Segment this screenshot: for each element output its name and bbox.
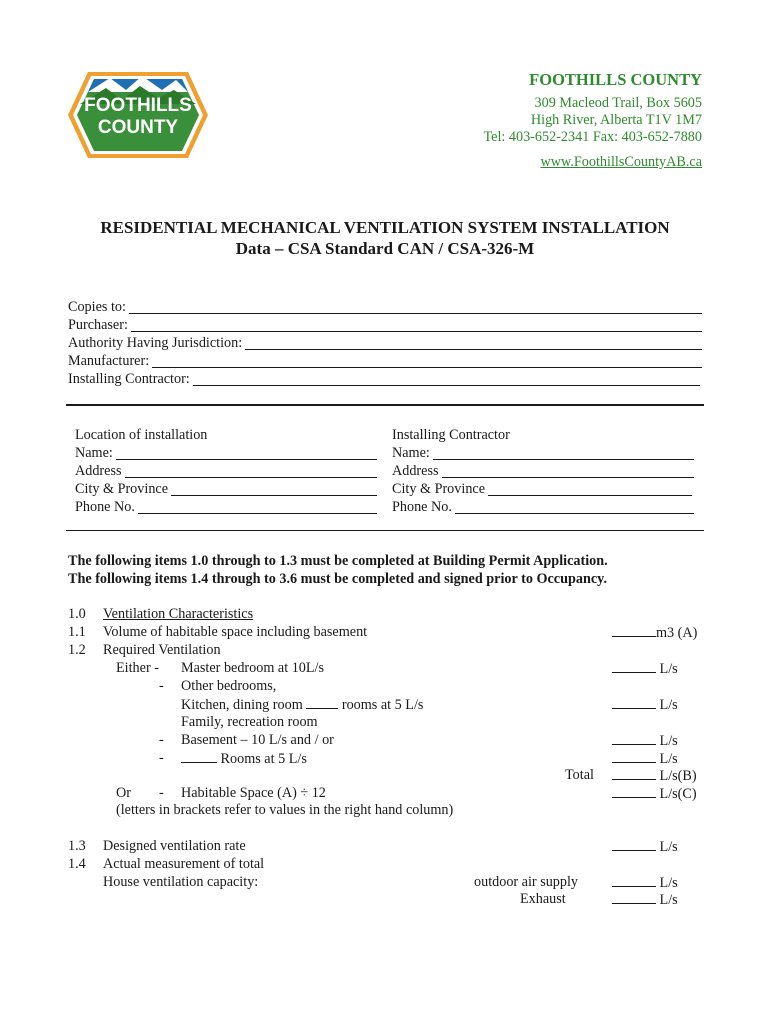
item-number-1-4: 1.4 [68,856,86,872]
basement-rooms-rate: Rooms at 5 L/s [220,751,307,767]
contractor-heading: Installing Contractor [392,427,510,443]
installing-contractor-field[interactable] [193,372,700,386]
other-rooms-field[interactable] [612,695,656,709]
contractor-name-label: Name: [392,445,430,461]
unit-ls: L/s [659,661,678,677]
kitchen-rooms-rate: rooms at 5 L/s [341,697,424,713]
logo-text-line1: FOOTHILLS [84,95,192,116]
location-address-field[interactable] [125,464,378,478]
contractor-phone-field[interactable] [455,500,694,514]
family-recreation-label: Family, recreation room [181,714,318,730]
form-subtitle: Data – CSA Standard CAN / CSA-326-M [235,239,535,258]
total-b-field[interactable] [612,766,656,780]
other-bedrooms-label: Other bedrooms, [181,678,277,694]
location-city-field[interactable] [171,482,377,496]
total-row[interactable] [612,766,697,785]
basement-rooms-count-field[interactable] [181,749,217,763]
kitchen-dining-label: Kitchen, dining room [181,697,303,713]
basement-rooms-total-field[interactable] [612,749,656,763]
dash-bullet: - [159,678,164,694]
designed-rate-field[interactable] [612,837,656,851]
unit-m3-a: m3 (A) [656,625,698,641]
logo-text-line2: COUNTY [97,117,179,138]
copies-to-field[interactable] [129,300,702,314]
authority-row[interactable] [68,334,702,352]
exhaust-row[interactable] [612,890,678,909]
habitable-c-field[interactable] [612,784,656,798]
purchaser-label: Purchaser: [68,317,128,333]
exhaust-field[interactable] [612,890,656,904]
location-address-row[interactable] [75,462,377,480]
contractor-name-field[interactable] [433,446,694,460]
required-ventilation-label: Required Ventilation [103,642,221,658]
foothills-county-logo [66,68,210,162]
house-capacity-label: House ventilation capacity: [103,874,259,890]
location-heading: Location of installation [75,427,208,443]
unit-ls: L/s [659,892,678,908]
kitchen-rooms-count-field[interactable] [306,695,338,709]
outdoor-air-label: outdoor air supply [474,874,579,890]
habitable-volume-field[interactable] [612,623,656,637]
master-bedroom-row[interactable] [612,659,678,678]
designed-rate-label: Designed ventilation rate [103,838,246,854]
location-city-label: City & Province [75,481,169,497]
contractor-city-field[interactable] [488,482,692,496]
actual-measurement-label: Actual measurement of total [103,856,265,872]
installing-contractor-row[interactable] [68,370,700,388]
or-label: Or [116,785,131,801]
contractor-city-label: City & Province [392,481,486,497]
copies-to-label: Copies to: [68,299,126,315]
dash-bullet: - [159,750,164,766]
location-name-row[interactable] [75,444,377,462]
manufacturer-field[interactable] [152,354,702,368]
habitable-space-label: Habitable Space (A) ÷ 12 [181,785,326,801]
instruction-line-2: The following items 1.4 through to 3.6 must be completed and signed prior to Occupancy. [68,571,608,587]
kitchen-dining-row[interactable] [181,695,423,714]
contractor-address-row[interactable] [392,462,694,480]
installing-contractor-label: Installing Contractor: [68,371,190,387]
dash-bullet: - [159,732,164,748]
contractor-name-row[interactable] [392,444,694,462]
basement-rooms-row[interactable] [181,749,307,768]
instruction-line-1: The following items 1.0 through to 1.3 must be completed at Building Permit Application. [68,553,608,569]
master-bedroom-label: Master bedroom at 10L/s [181,660,325,676]
location-phone-label: Phone No. [75,499,135,515]
location-phone-field[interactable] [138,500,377,514]
address-line-2: High River, Alberta T1V 1M7 [530,112,702,128]
location-address-label: Address [75,463,122,479]
designed-rate-row[interactable] [612,837,678,856]
purchaser-row[interactable] [68,316,702,334]
location-phone-row[interactable] [75,498,377,516]
unit-ls: L/s [659,839,678,855]
habitable-c-row[interactable] [612,784,697,803]
location-name-label: Name: [75,445,113,461]
item-number-1-0: 1.0 [68,606,86,622]
other-rooms-row[interactable] [612,695,678,714]
unit-ls: L/s [659,875,678,891]
section-divider [66,404,704,406]
contractor-phone-row[interactable] [392,498,694,516]
master-bedroom-field[interactable] [612,659,656,673]
basement-field[interactable] [612,731,656,745]
habitable-volume-label: Volume of habitable space including basement [103,624,368,640]
unit-ls-b: L/s(B) [659,768,697,784]
basement-row[interactable] [612,731,678,750]
total-label: Total [565,767,594,783]
manufacturer-label: Manufacturer: [68,353,150,369]
org-name: FOOTHILLS COUNTY [529,70,702,89]
manufacturer-row[interactable] [68,352,702,370]
basement-label: Basement – 10 L/s and / or [181,732,334,748]
authority-field[interactable] [245,336,702,350]
authority-label: Authority Having Jurisdiction: [68,335,243,351]
item-number-1-3: 1.3 [68,838,86,854]
unit-ls: L/s [659,751,678,767]
contractor-address-label: Address [392,463,439,479]
unit-ls: L/s [659,733,678,749]
phone-fax: Tel: 403-652-2341 Fax: 403-652-7880 [483,129,702,145]
habitable-volume-row[interactable] [612,623,697,642]
item-number-1-1: 1.1 [68,624,86,640]
dash-bullet: - [159,785,164,801]
location-name-field[interactable] [116,446,377,460]
either-label: Either - [116,660,159,676]
address-line-1: 309 Macleod Trail, Box 5605 [534,95,702,111]
purchaser-field[interactable] [131,318,702,332]
contractor-address-field[interactable] [442,464,695,478]
location-city-row[interactable] [75,480,377,498]
unit-ls-c: L/s(C) [659,786,697,802]
form-title: RESIDENTIAL MECHANICAL VENTILATION SYSTEM INSTALLATION [100,218,670,237]
outdoor-air-field[interactable] [612,873,656,887]
ventilation-characteristics-heading: Ventilation Characteristics [103,606,254,622]
copies-to-row[interactable] [68,298,702,316]
exhaust-label: Exhaust [520,891,566,907]
website-link[interactable]: www.FoothillsCountyAB.ca [540,154,702,170]
contractor-phone-label: Phone No. [392,499,452,515]
letters-note: (letters in brackets refer to values in the right hand column) [116,802,454,818]
item-number-1-2: 1.2 [68,642,86,658]
contractor-city-row[interactable] [392,480,692,498]
unit-ls: L/s [659,697,678,713]
section-divider-2 [66,530,704,531]
